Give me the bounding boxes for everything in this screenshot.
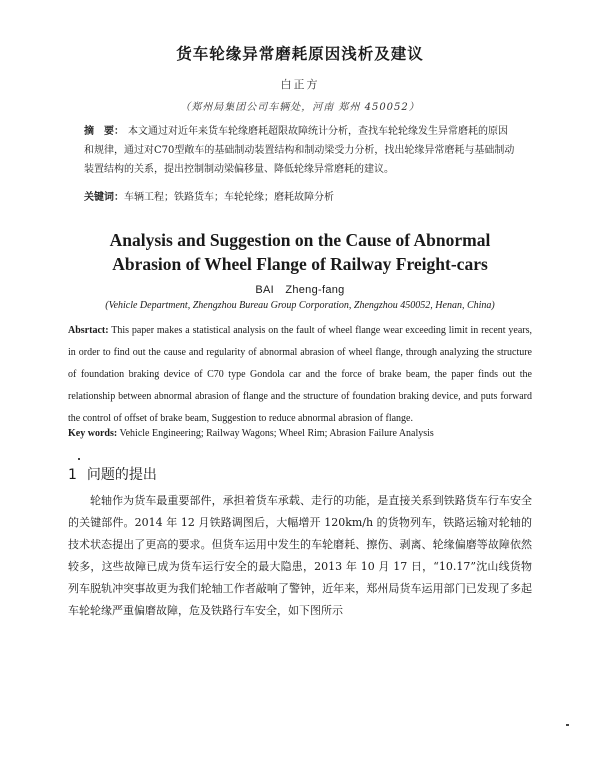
chinese-abstract [84,122,516,179]
english-keywords-label: Key words: [68,428,118,439]
english-affiliation: (Vehicle Department, Zhengzhou Bureau Group Corporation, Zhengzhou 450052, Henan, China) [105,300,495,311]
english-title-line-1: Analysis and Suggestion on the Cause of Abnormal [109,230,491,250]
english-abstract-text: This paper makes a statistical analysis on the fault of wheel flange wear exceeding limit in recent years, in order to find out the cause and regularity of abnormal abrasion of wheel flange, through analyzing the structure of foundation braking device of C70 type Gondola car and the force of brake beam, the paper finds out the relationship between abnormal abrasion of flange and the structure of foundation braking device, and puts forward the control of offset of brake beam, Suggestion to reduce abnormal abrasion of flange. [68,325,532,424]
section-body-paragraph: 轮轴作为货车最重要部件，承担着货车承载、走行的功能，是直接关系到铁路货车行车安全的关键部件。2014 年 12 月铁路调图后，大幅增开 120km/h 的货物列车，铁路运输对轮轴的技术状态提出了更高的要求。但货车运用中发生的车轮磨耗、擦伤、剥离、轮缘偏磨等故障依然较多，这些故障已成为货车运行安全的最大隐患，2013 年 10 月 17 日，“10.17”沈山线货物列车脱轨冲突事故更为我们轮轴工作者敲响了警钟，近年来，郑州局货车运用部门已发现了多起车轮轮缘严重偏磨故障，危及铁路行车安全，如下图所示 [68,494,532,617]
scan-speck [566,724,569,726]
section-heading [68,464,157,484]
english-keywords-text: Vehicle Engineering; Railway Wagons; Wheel Rim; Abrasion Failure Analysis [119,428,434,439]
english-keywords [68,428,434,439]
chinese-affiliation: （郑州局集团公司车辆处，河南 郑州 450052） [180,102,420,113]
chinese-title: 货车轮缘异常磨耗原因浅析及建议 [176,45,424,63]
chinese-keywords-text: 车辆工程；铁路货车；车轮轮缘；磨耗故障分析 [124,192,334,203]
section-number: 1 [68,467,77,483]
chinese-abstract-label: 摘 要： [84,126,124,137]
chinese-keywords [84,188,334,203]
english-abstract-label: Absrtact: [68,325,109,336]
chinese-author: 白正方 [280,78,320,91]
section-title: 问题的提出 [86,467,157,483]
english-title [0,228,600,276]
english-title-line-2: Abrasion of Wheel Flange of Railway Freight-cars [112,254,488,274]
chinese-keywords-label: 关键词： [84,192,124,203]
chinese-abstract-text: 本文通过对近年来货车轮缘磨耗超限故障统计分析，查找车轮轮缘发生异常磨耗的原因和规律，通过对C70型敞车的基础制动装置结构和制动梁受力分析，找出轮缘异常磨耗与基础制动装置结构的关系，提出控制制动梁偏移量、降低轮缘异常磨耗的建议。 [84,126,515,175]
english-author: BAI Zheng-fang [255,284,345,296]
scan-speck [78,458,80,460]
english-abstract [68,320,532,430]
